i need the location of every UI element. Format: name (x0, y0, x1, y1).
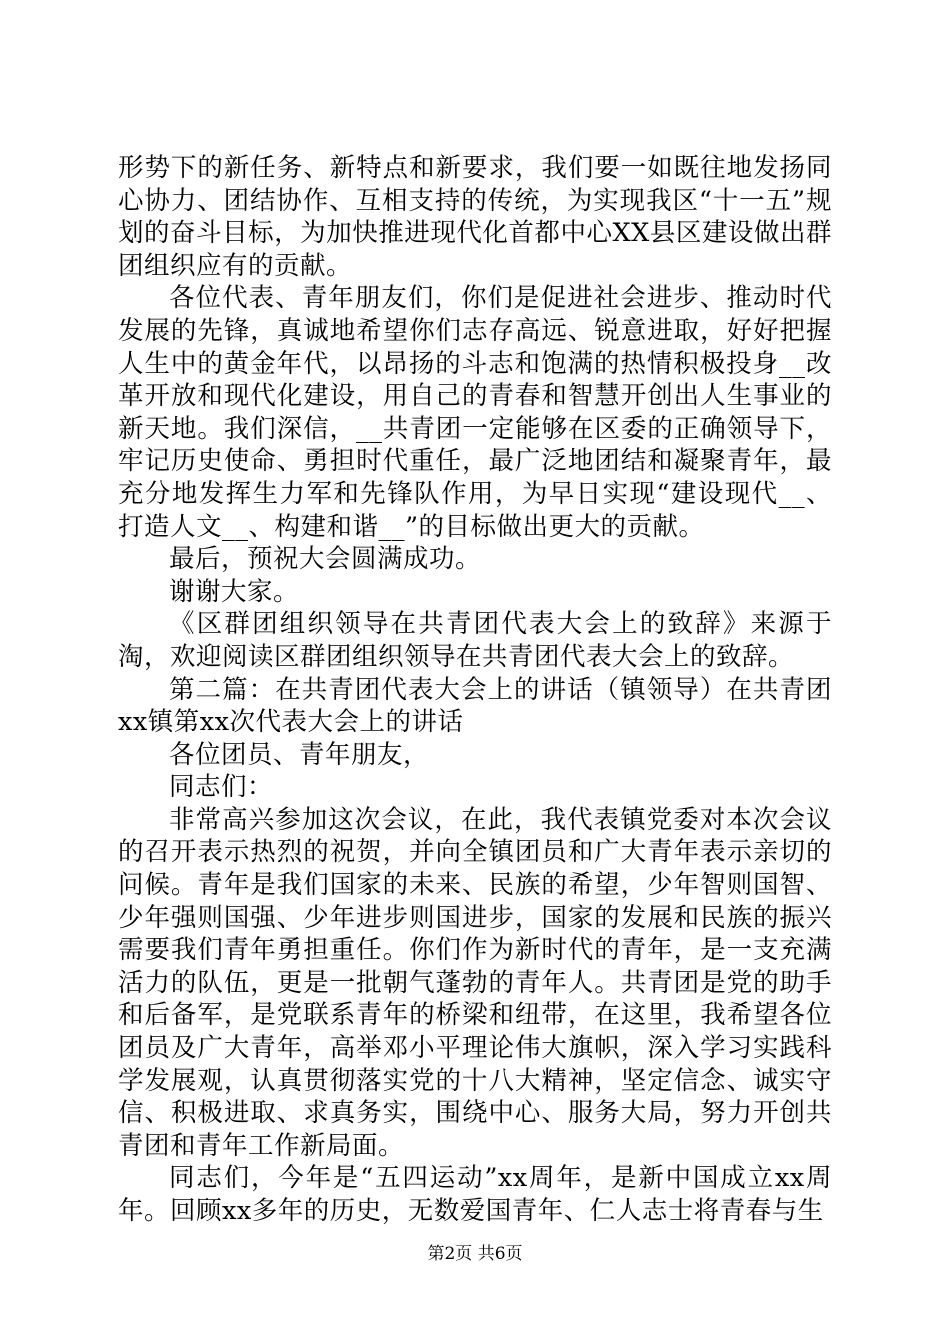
paragraph-3: 最后，预祝大会圆满成功。 (169, 544, 482, 575)
paragraph-4: 谢谢大家。 (169, 576, 300, 607)
paragraph-6: 第二篇：在共青团代表大会上的讲话（镇领导）在共青团xx镇第xx次代表大会上的讲话 (118, 674, 832, 738)
paragraph-8: 同志们： (169, 772, 274, 803)
page-footer (0, 1243, 950, 1265)
paragraph-9: 非常高兴参加这次会议，在此，我代表镇党委对本次会议的召开表示热烈的祝贺，并向全镇团员和广大青年表示亲切的问候。青年是我们国家的未来、民族的希望，少年智则国智、少年强则国强、少年进步则国进步，国家的发展和民族的振兴需要我们青年勇担重任。你们作为新时代的青年，是一支充满活力的队伍，更是一批朝气蓬勃的青年人。共青团是党的助手和后备军，是党联系青年的桥梁和纽带，在这里，我希望各位团员及广大青年，高举邓小平理论伟大旗帜，深入学习实践科学发展观，认真贯彻落实党的十八大精神，坚定信念、诚实守信、积极进取、求真务实，围绕中心、服务大局，努力开创共青团和青年工作新局面。 (118, 804, 832, 1161)
paragraph-2: 各位代表、青年朋友们，你们是促进社会进步、推动时代发展的先锋，真诚地希望你们志存高远、锐意进取，好好把握人生中的黄金年代，以昂扬的斗志和饱满的热情积极投身__改革开放和现代化建设，用自己的青春和智慧开创出人生事业的新天地。我们深信，__共青团一定能够在区委的正确领导下，牢记历史使命、勇担时代重任，最广泛地团结和凝聚青年，最充分地发挥生力军和先锋队作用，为早日实现“建设现代__、打造人文__、构建和谐__”的目标做出更大的贡献。 (118, 283, 832, 542)
paragraph-1: 形势下的新任务、新特点和新要求，我们要一如既往地发扬同心协力、团结协作、互相支持的传统，为实现我区“十一五”规划的奋斗目标，为加快推进现代化首都中心XX县区建设做出群团组织应有的贡献。 (118, 153, 832, 281)
paragraph-5: 《区群团组织领导在共青团代表大会上的致辞》来源于淘，欢迎阅读区群团组织领导在共青团代表大会上的致辞。 (118, 609, 832, 672)
page-number-label: 第2页 共6页 (427, 1244, 523, 1264)
document-body (118, 152, 832, 1228)
paragraph-7: 各位团员、青年朋友， (169, 739, 430, 770)
paragraph-10: 同志们，今年是“五四运动”xx周年，是新中国成立xx周年。回顾xx多年的历史，无数爱国青年、仁人志士将青春与生 (118, 1163, 832, 1226)
